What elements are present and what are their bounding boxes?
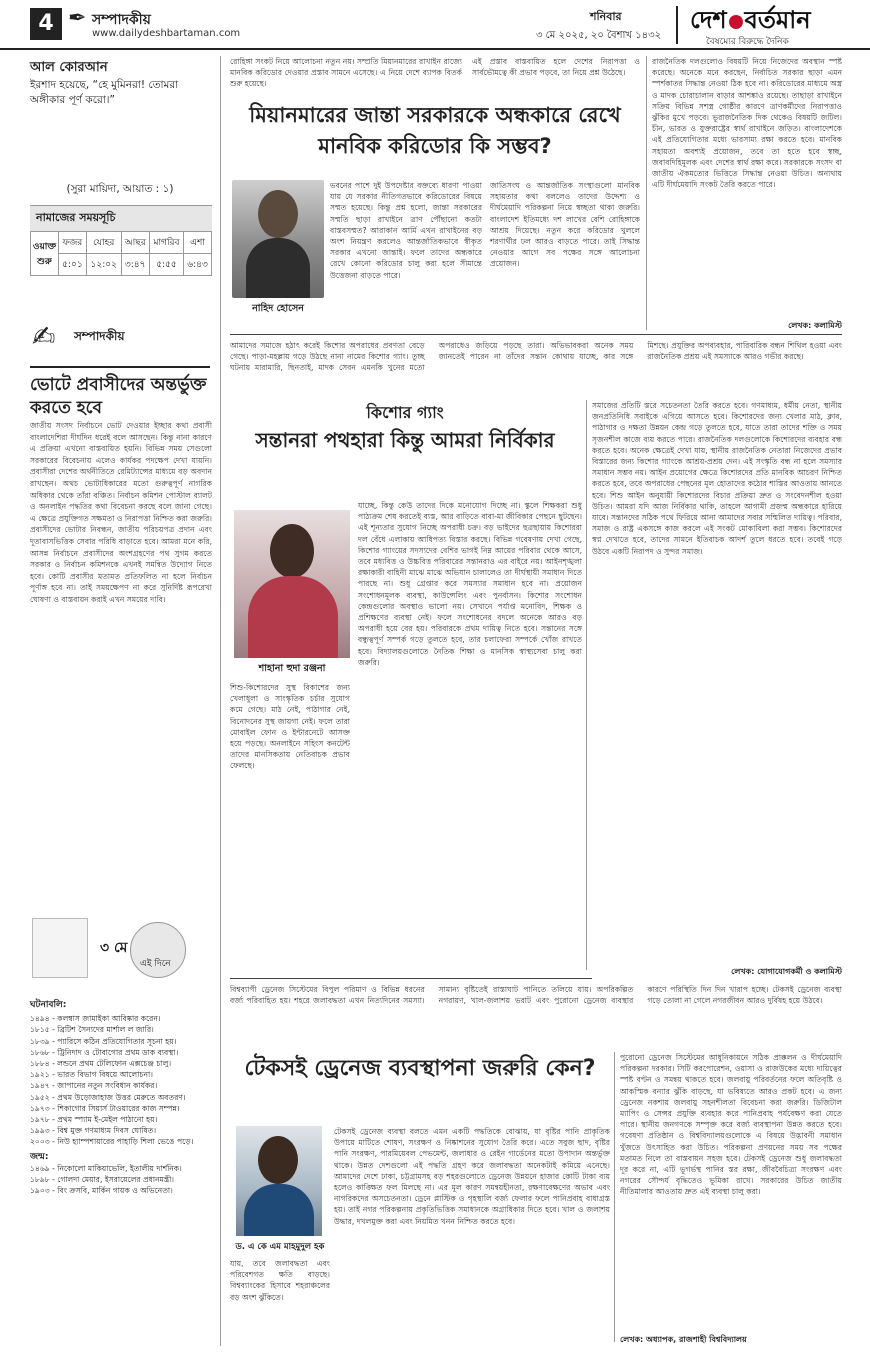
editorial-title: ভোটে প্রবাসীদের অন্তর্ভুক্ত করতে হবে (30, 375, 207, 418)
article3-column: পুরোনো ড্রেনেজ সিস্টেমের আধুনিকায়নে সঠিক প্রাক্কলন ও দীর্ঘমেয়াদি পরিকল্পনা দরকার। সিটি করপোরেশন, ওয়াসা ও রাজউকের মধ্যে দায়িত্বের স্পষ্ট বণ্টন ও সমন্বয় থাকতে হবে। জলবায়ু পরিবর্তনের ফলে অতিবৃষ্টি ও আকস্মিক বন্যার ঝুঁকি বাড়ছে, যা ভবিষ্যতে আরও প্রকট হবে। এ জন্য ড্রেনেজ নকশায় জলবায়ু সহনশীলতা বিবেচনা করা জরুরি। ডিজিটাল ম্যাপিং ও সেন্সর প্রযুক্তি ব্যবহার করে পানিপ্রবাহ পর্যবেক্ষণ করা যেতে পারে। স্থানীয় জনগণকে সম্পৃক্ত করে বর্জ্য ব্যবস্থাপনা উন্নত করতে হবে। গবেষণা প্রতিষ্ঠান ও বিশ্ববিদ্যালয়গুলোকে এ বিষয়ে উদ্ভাবনী সমাধান খুঁজতে উৎসাহিত করা উচিত। পরিকল্পনা প্রণয়নের সময় সব পক্ষের মতামত নিলে তা বাস্তবায়ন সহজ হবে। টেকসই ড্রেনেজ শুধু জলাবদ্ধতা দূর করে না, এটি ভূগর্ভস্থ পানির স্তর রক্ষা, জীববৈচিত্র্য সংরক্ষণ এবং নগরের সৌন্দর্য বৃদ্ধিতেও ভূমিকা রাখে। সরকারের উচিত জাতীয় নীতিমালার আওতায় দ্রুত এই ব্যবস্থা চালু করা। (620, 1053, 842, 1197)
article2-column: যাচ্ছে, কিন্তু কেউ তাদের দিকে মনোযোগ দিচ্ছে না। স্কুলে শিক্ষকরা শুধু পাঠ্যক্রম শেষ করতেই ব্যস্ত, আর বাড়িতে বাবা-মা জীবিকার পেছনে ছুটছেন। এই শূন্যতার সুযোগ নিচ্ছে অপরাধী চক্র। বড় ভাইদের ছত্রছায়ায় কিশোররা দল বেঁধে এলাকায় আধিপত্য বিস্তার করছে। বিভিন্ন গবেষণায় দেখা গেছে, কিশোর গ্যাংয়ের সদস্যদের বেশির ভাগই নিম্ন আয়ের পরিবার থেকে আসে, তবে মধ্যবিত্ত ও উচ্চবিত্ত পরিবারের সন্তানরাও এর বাইরে নয়। আইনশৃঙ্খলা রক্ষাকারী বাহিনী মাঝে মাঝে অভিযান চালালেও তা দীর্ঘস্থায়ী সমাধান দিতে পারছে না। শুধু গ্রেপ্তার করে সমস্যার সমাধান হবে না। প্রয়োজন সংশোধনমূলক ব্যবস্থা, কাউন্সেলিং এবং পুনর্বাসন। কিশোর সংশোধন কেন্দ্রগুলোর অবস্থাও ভালো নয়। সেখানে পর্যাপ্ত মনোবিদ, শিক্ষক ও প্রশিক্ষণের ব্যবস্থা নেই। ফলে সংশোধনের বদলে অনেকে আরও বড় অপরাধী হয়ে বের হয়। পরিবারকে প্রথম দায়িত্ব নিতে হবে। সন্তানের সঙ্গে বন্ধুত্বপূর্ণ সম্পর্ক গড়ে তুলতে হবে, তার চলাফেরা সম্পর্কে খোঁজ রাখতে হবে। বিদ্যালয়গুলোতে নৈতিক শিক্ষা ও মানসিক স্বাস্থ্যসেবা চালু করা জরুরি। (358, 501, 582, 667)
list-item: ১৯৯৩ - বিশ্ব মুক্ত গণমাধ্যম দিবস ঘোষিত। (30, 1126, 157, 1136)
list-item: ১৮৬৮ - ট্রিনিদাদ ও টোবাগোর প্রথম ডাক ব্যবস্থা। (30, 1047, 179, 1057)
editorial-body: জাতীয় সংসদ নির্বাচনে ভোট দেওয়ার ইচ্ছার কথা প্রবাসী বাংলাদেশিরা দীর্ঘদিন ধরেই বলে আসছেন। কিন্তু নানা কারণে এ প্রক্রিয়া এখনো বাস্তবায়িত হয়নি। বিভিন্ন সময় সেগুলো সরকারের বিবেচনায় এলেও কার্যকর পদক্ষেপ দেখা যায়নি। প্রবাসীরা দেশের অর্থনীতিতে রেমিট্যান্সের মাধ্যমে বড় অবদান রাখছেন। অথচ ভোটাধিকারের মতো গুরুত্বপূর্ণ নাগরিক অধিকার থেকে তাঁরা বঞ্চিত। নির্বাচন কমিশন পোস্টাল ব্যালট ও অনলাইন পদ্ধতির কথা বিবেচনা করছে বলে জানা গেছে। এ ক্ষেত্রে প্রযুক্তিগত সক্ষমতা ও নিরাপত্তা নিশ্চিত করা জরুরি। প্রবাসীদের ভোটার নিবন্ধন, জাতীয় পরিচয়পত্র প্রদান এবং দূতাবাসভিত্তিক সেবার পরিধি বাড়াতে হবে। আমরা মনে করি, আসন্ন নির্বাচনে প্রবাসীদের অংশগ্রহণের পথ সুগম করতে সরকার ও নির্বাচন কমিশনকে এখনই সমন্বিত উদ্যোগ নিতে হবে। কোটি প্রবাসীর মতামত প্রতিফলিত না হলে নির্বাচন পূর্ণাঙ্গ হবে না। তাই সময়ক্ষেপণ না করে সুনির্দিষ্ট রূপরেখা ঘোষণা ও বাস্তবায়ন করাই এখন সময়ের দাবি। (30, 421, 212, 604)
quran-text: ইরশাদ হয়েছে, “হে মুমিনরা! তোমরা অঙ্গীকার পূর্ণ করো।” (30, 79, 179, 106)
events-heading: ঘটনাবলি: (30, 1000, 67, 1010)
brand-part1: দেশ (690, 5, 727, 34)
masthead (0, 0, 870, 50)
photo-body-shape (244, 1184, 314, 1236)
editorial-logo (30, 318, 210, 358)
list-item: ১৯২১ - ভারত বিভাগ বিষয়ে আলোচনা। (30, 1070, 153, 1080)
prayer-times (30, 205, 212, 276)
article3-column: যায়, তবে জলাবদ্ধতা এবং পরিবেশগত ক্ষতি বাড়ছে। বিশ্বব্যাংকের হিসাবে শহরাঞ্চলের বড় অংশ ঝুঁকিতে। (230, 1259, 330, 1302)
list-item: ১৮৮৪ - লন্ডনে প্রথম টেলিফোন এক্সচেঞ্জ চালু। (30, 1059, 172, 1069)
section-name: সম্পাদকীয় (92, 12, 151, 28)
prayer-time: ৫:৫৫ (149, 254, 183, 276)
article1-column: রাজনৈতিক দলগুলোও বিষয়টি নিয়ে নিজেদের অবস্থান স্পষ্ট করেছে। অনেকে মনে করছেন, নির্বাচিত সরকার ছাড়া এমন স্পর্শকাতর সিদ্ধান্ত নেওয়া ঠিক হবে না। করিডোরের মাধ্যমে অস্ত্র ও মাদক চোরাচালান বাড়ার আশঙ্কাও রয়েছে। তাছাড়া রাখাইনে সক্রিয় বিভিন্ন সশস্ত্র গোষ্ঠীর কারণে ত্রাণকর্মীদের নিরাপত্তাও ঝুঁকির মুখে পড়বে। ভূরাজনৈতিক দিক থেকেও বিষয়টি জটিল। চীন, ভারত ও যুক্তরাষ্ট্রের স্বার্থ রাখাইনে জড়িত। বাংলাদেশকে এই প্রতিযোগিতার মধ্যে ভারসাম্য রক্ষা করতে হবে। মানবিক সহায়তা অবশ্যই প্রয়োজন, তবে তা হতে হবে স্বচ্ছ, জবাবদিহিমূলক এবং দেশের স্বার্থ রক্ষা করে। সরকারকে সংসদ বা জাতীয় ঐকমত্যের ভিত্তিতে সিদ্ধান্ত নেওয়া উচিত। অন্যথায় এটি দীর্ঘমেয়াদি সংকট তৈরি করতে পারে। (652, 57, 842, 190)
born-heading: জন্ম: (30, 1151, 49, 1162)
section-rule (230, 334, 842, 335)
author-photo (232, 180, 324, 298)
column-rule (220, 56, 221, 1346)
brand-tagline: বৈষম্যের বিরুদ্ধে দৈনিক (706, 37, 789, 47)
article1-intro: রোহিঙ্গা সংকট নিয়ে আলোচনা নতুন নয়। সম্প্রতি মিয়ানমারের রাখাইন রাজ্যে মানবিক করিডোর দেওয়ার প্রস্তাব সামনে এসেছে। এ নিয়ে দেশে ব্যাপক বিতর্ক শুরু হয়েছে। (230, 57, 462, 88)
book-icon (32, 918, 88, 978)
list-item: ১৯৭৮ - প্রথম স্প্যাম ই-মেইল পাঠানো হয়। (30, 1115, 158, 1125)
list-item: ১৮৯৮ - গোলদা মেয়ার, ইসরায়েলের প্রধানমন্ত্রী। (30, 1175, 174, 1185)
article1-credit: লেখক: কলামিস্ট (652, 320, 842, 333)
prayer-time: ৩:৪৭ (121, 254, 149, 276)
author-photo (234, 510, 350, 658)
today-label: এই দিনে (140, 959, 171, 969)
day-name: শনিবার (590, 10, 622, 23)
article1-author: নাহিদ হোসেন (252, 303, 304, 314)
article3-author: ড. এ কে এম মাহমুদুল হক (235, 1242, 325, 1252)
prayer-time: ৬:৪৩ (184, 254, 212, 276)
prayer-header: আছর (121, 232, 149, 254)
list-item: ১৯৫২ - প্রথম উড়োজাহাজ উত্তর মেরুতে অবতরণ। (30, 1092, 186, 1102)
photo-head-shape (258, 190, 298, 238)
events-list (30, 1000, 212, 1196)
prayer-title: নামাজের সময়সূচি (30, 205, 212, 231)
quran-heading: আল কোরআন (30, 60, 108, 75)
editorial-label: সম্পাদকীয় (74, 329, 125, 343)
article2-title: সন্তানরা পথহারা কিন্তু আমরা নির্বিকার (255, 428, 555, 452)
article1-column: ভবনের পাশে দুই উপদেষ্টার বক্তব্যে ধারণা পাওয়া যায় যে সরকার নীতিগতভাবে করিডোরের বিষয়ে সম্মত হয়েছে। কিন্তু প্রশ্ন হলো, জান্তা সরকারের সম্মতি ছাড়া রাখাইনে ত্রাণ পৌঁছানো কতটা বাস্তবসম্মত? আরাকান আর্মি এখন রাখাইনের বড় অংশ নিয়ন্ত্রণ করলেও আন্তর্জাতিকভাবে স্বীকৃত সরকার এখনো জান্তাই। ফলে তাদের অন্ধকারে রেখে কোনো করিডোর চালু করা হলে সীমান্তে উত্তেজনা বাড়তে পারে। (330, 181, 482, 280)
column-rule (614, 1052, 615, 1342)
article2-column: শিশু-কিশোরদের সুস্থ বিকাশের জন্য খেলাধুলা ও সাংস্কৃতিক চর্চার সুযোগ কমে গেছে। মাঠ নেই, পাঠাগার নেই, বিনোদনের সুস্থ জায়গা নেই। ফলে তারা মোবাইল ফোন ও ইন্টারনেটে আসক্ত হয়ে পড়ছে। অনলাইনে সহিংস কনটেন্ট তাদের মানসিকতায় নেতিবাচক প্রভাব ফেলছে। (230, 683, 350, 771)
list-item: ১৯৪৭ - জাপানের নতুন সংবিধান কার্যকর। (30, 1081, 158, 1091)
prayer-header: মাগরিব (149, 232, 183, 254)
article1-column: জাতিসংঘ ও আন্তর্জাতিক সংস্থাগুলো মানবিক সহায়তার কথা বললেও তাদের উদ্দেশ্য ও দীর্ঘমেয়াদি পরিকল্পনা নিয়ে স্বচ্ছতা থাকা জরুরি। বাংলাদেশ ইতিমধ্যে দশ লাখের বেশি রোহিঙ্গাকে আশ্রয় দিয়েছে। নতুন করে করিডোর খুললে শরণার্থীর ঢল আরও বাড়তে পারে। তাই সিদ্ধান্ত নেওয়ার আগে সব পক্ষের সঙ্গে আলোচনা প্রয়োজন। (490, 181, 640, 269)
masthead-divider (676, 6, 678, 44)
prayer-header: ফজর (59, 232, 87, 254)
list-item: ১৮৩৯ - প্যারিসে কঠিন প্রতিযোগিতার সূচনা হয়। (30, 1036, 177, 1046)
brand-part2: বর্তমান (744, 5, 811, 34)
photo-head-shape (258, 1136, 298, 1184)
quill-icon: ✍ (32, 320, 56, 353)
page-number: 4 (30, 8, 62, 40)
on-this-day-banner (30, 914, 210, 984)
photo-body-shape (248, 576, 338, 658)
pen-icon: ✒ (68, 6, 87, 31)
list-item: ১৯৭৩ - শিকাগোর সিয়ার্স টাওয়ারের কাজ সম্পন্ন। (30, 1103, 180, 1113)
article1-intro-continued: এই প্রস্তাব বাস্তবায়িত হলে দেশের নিরাপত্তা ও সার্বভৌমত্বে কী প্রভাব পড়বে, তা নিয়ে প্রশ্ন উঠেছে। (472, 57, 640, 77)
today-date: ৩ মে (100, 940, 128, 956)
photo-body-shape (246, 238, 310, 298)
photo-head-shape (270, 524, 314, 578)
list-item: ১৯০৩ - বিং ক্রসবি, মার্কিন গায়ক ও অভিনেতা। (30, 1186, 173, 1196)
column-rule (646, 56, 647, 330)
list-item: ১৪৬৯ - নিকোলো মাকিয়াভেলি, ইতালীয় দার্শনিক। (30, 1163, 182, 1173)
list-item: ১৪৯৪ - কলম্বাস জামাইকা আবিষ্কার করেন। (30, 1014, 161, 1024)
quran-reference: (সুরা মায়িদা, আয়াত : ১) (66, 183, 174, 195)
prayer-header: এশা (184, 232, 212, 254)
article1-title: মিয়ানমারের জান্তা সরকারকে অন্ধকারে রেখে মানবিক করিডোর কি সম্ভব? (249, 103, 621, 158)
article3-column: টেকসই ড্রেনেজ ব্যবস্থা বলতে এমন একটি পদ্ধতিকে বোঝায়, যা বৃষ্টির পানি প্রাকৃতিক উপায়ে মাটিতে শোষণ, সংরক্ষণ ও নিষ্কাশনের সুযোগ তৈরি করে। এতে সবুজ ছাদ, বৃষ্টির পানি সংরক্ষণ, পারমিয়েবল পেভমেন্ট, জলাধার ও রেইন গার্ডেনের মতো উপাদান অন্তর্ভুক্ত থাকে। উন্নত দেশগুলো এই পদ্ধতি গ্রহণ করে জলাবদ্ধতা অনেকটাই কমিয়ে এনেছে। আমাদের দেশে ঢাকা, চট্টগ্রামসহ বড় শহরগুলোতে ড্রেনেজ উন্নয়নে হাজার কোটি টাকা ব্যয় হলেও কাঙ্ক্ষিত ফল মিলছে না। এর মূল কারণ সমন্বয়হীনতা, রক্ষণাবেক্ষণের অভাব এবং নাগরিকদের অসচেতনতা। ড্রেনে প্লাস্টিক ও গৃহস্থালি বর্জ্য ফেলার ফলে পানিপ্রবাহ বাধাগ্রস্ত হয়। তাই নগর পরিকল্পনায় প্রকৃতিভিত্তিক সমাধানকে অগ্রাধিকার দিতে হবে। খাল ও জলাশয় উদ্ধার, দখলমুক্ত করা এবং নিয়মিত খনন নিশ্চিত করতে হবে। (334, 1127, 610, 1226)
article3-credit: লেখক: অধ্যাপক, রাজশাহী বিশ্ববিদ্যালয় (620, 1334, 842, 1347)
article2-column: সমাজের প্রতিটি স্তরে সচেতনতা তৈরি করতে হবে। গণমাধ্যম, ধর্মীয় নেতা, স্থানীয় জনপ্রতিনিধি সবাইকে এগিয়ে আসতে হবে। কিশোরদের জন্য খেলার মাঠ, ক্লাব, পাঠাগার ও দক্ষতা উন্নয়ন কেন্দ্র গড়ে তুলতে হবে, যাতে তারা তাদের শক্তি ও সময় সৃজনশীল কাজে ব্যয় করতে পারে। রাজনৈতিক দলগুলোকে কিশোরদের ব্যবহার বন্ধ করতে হবে। অনেক ক্ষেত্রেই দেখা যায়, স্থানীয় রাজনৈতিক নেতারা নিজেদের প্রভাব বিস্তারের জন্য কিশোর গ্যাংকে আশ্রয়-প্রশ্রয় দেন। এই সংস্কৃতি বন্ধ না হলে সমস্যার সমাধান সম্ভব নয়। আইন প্রয়োগের ক্ষেত্রে কিশোরদের প্রতি মানবিক আচরণ নিশ্চিত করতে হবে, তবে অপরাধের পেছনের মূল হোতাদের কঠোর শাস্তির আওতায় আনতে হবে। শিশু আইন অনুযায়ী কিশোরদের বিচার প্রক্রিয়া দ্রুত ও সংবেদনশীল হওয়া উচিত। আমরা যদি আজ নির্বিকার থাকি, তাহলে আগামী প্রজন্ম অন্ধকারে হারিয়ে যাবে। সন্তানদের সঠিক পথে ফিরিয়ে আনা আমাদের সবার সম্মিলিত দায়িত্ব। পরিবার, সমাজ ও রাষ্ট্র একসঙ্গে কাজ করলে এই সংকট মোকাবিলা করা সম্ভব। কিশোরদের স্বপ্ন দেখাতে হবে, তাদের সামনে ইতিবাচক আদর্শ তুলে ধরতে হবে। তবেই গড়ে উঠবে একটি নিরাপদ ও সুন্দর সমাজ। (592, 401, 842, 556)
prayer-time: ১২:০২ (86, 254, 121, 276)
website-link[interactable]: www.dailydeshbartaman.com (92, 28, 241, 39)
column-rule (586, 400, 587, 970)
article3-title: টেকসই ড্রেনেজ ব্যবস্থাপনা জরুরি কেন? (244, 1056, 596, 1081)
prayer-time: ৫:০১ (59, 254, 87, 276)
prayer-header: যোহর (86, 232, 121, 254)
article2-lead: আমাদের সমাজে হঠাৎ করেই কিশোর অপরাধের প্রবণতা বেড়ে গেছে। পাড়া-মহল্লায় গড়ে উঠছে নানা নামের কিশোর গ্যাং। তুচ্ছ ঘটনায় মারামারি, ছিনতাই, মাদক সেবন এমনকি খুনের মতো অপরাধেও জড়িয়ে পড়ছে তারা। অভিভাবকরা অনেক সময় জানতেই পারেন না তাঁদের সন্তান কোথায় যাচ্ছে, কার সঙ্গে মিশছে। প্রযুক্তির অপব্যবহার, পারিবারিক বন্ধন শিথিল হওয়া এবং রাজনৈতিক প্রশ্রয় এই সমস্যাকে আরও গভীর করছে। (230, 341, 842, 373)
editorial-header (30, 366, 210, 420)
prayer-table (30, 231, 212, 276)
list-item: ২০০৩ - নিউ হ্যাম্পশায়ারের পাহাড়ি শিলা ভেঙে পড়ে। (30, 1137, 194, 1147)
list-item: ১৮১৫ - ব্রিটিশ সৈন্যদের মার্শাল ল জারি। (30, 1025, 154, 1035)
article3-lead: বিশ্বব্যাপী ড্রেনেজ সিস্টেমের বিপুল পরিমাণ ও বিভিন্ন ধরনের বর্জ্য পরিবাহিত হয়। শহরে জলাবদ্ধতা এখন নিত্যদিনের সমস্যা। সামান্য বৃষ্টিতেই রাস্তাঘাট পানিতে তলিয়ে যায়। অপরিকল্পিত নগরায়ণ, খাল-জলাশয় ভরাট এবং পুরোনো ড্রেনেজ ব্যবস্থার কারণে পরিস্থিতি দিন দিন খারাপ হচ্ছে। টেকসই ড্রেনেজ ব্যবস্থা গড়ে তোলা না গেলে নগরজীবন আরও দুর্বিষহ হয়ে উঠবে। (230, 985, 842, 1006)
article2-kicker: কিশোর গ্যাং (366, 403, 444, 422)
article2-credit: লেখক: যোগাযোগকর্মী ও কলামিস্ট (592, 966, 842, 979)
prayer-row-label: ওয়াক্ত শুরু (31, 232, 59, 276)
brand-dot-icon (729, 15, 743, 29)
article2-author: শাহানা হুদা রঞ্জনা (258, 663, 326, 674)
author-photo (236, 1126, 322, 1236)
issue-date: ৩ মে ২০২৫, ২০ বৈশাখ ১৪৩২ (536, 30, 662, 41)
